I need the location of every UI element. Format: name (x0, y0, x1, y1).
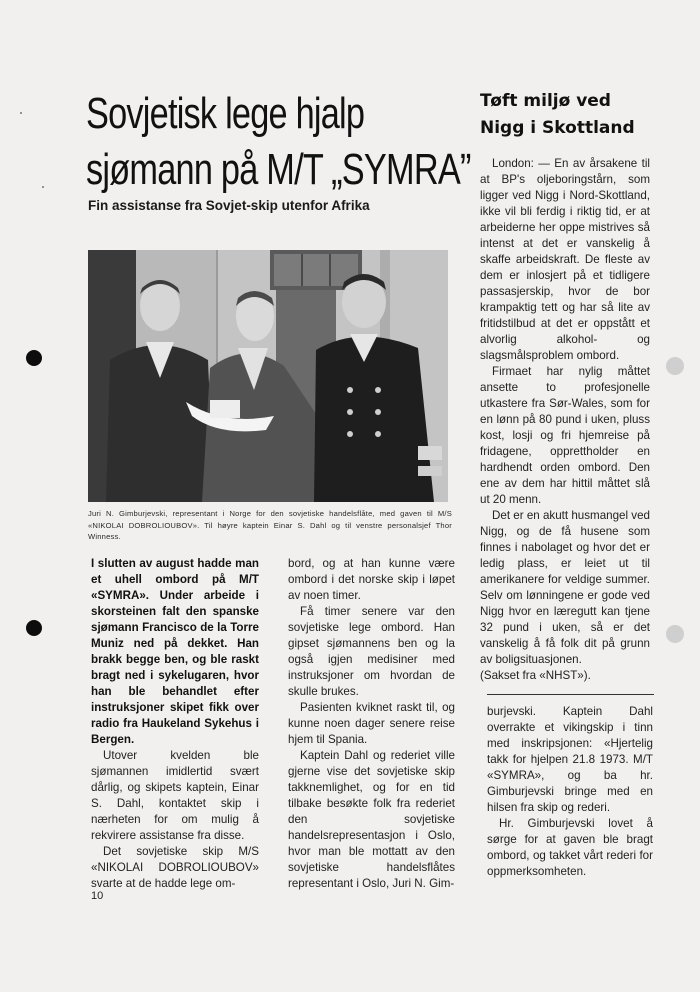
binder-hole-shadow (666, 357, 684, 375)
article-paragraph: Hr. Gimburjevski lovet å sørge for at gaven ble bragt ombord, og takket vårt rederi for oppmerksomheten. (487, 817, 653, 878)
article-paragraph: Kaptein Dahl og rederiet ville gjerne vise det sovjetiske skip takknemlighet, og for en tid tilbake besøkte folk fra rederiet den sovjetiske handelsrepresentasjon i Oslo, hvor man ble mottatt av den sovjetiske handelsflåtes representant i Oslo, Juri N. Gim- (288, 749, 455, 890)
article-lead-paragraph: I slutten av august hadde man et uhell ombord på M/T «SYMRA». Under arbeide i skorsteinen falt den spanske sjømann Francisco de la Torre Muniz ned på dekket. Han brakk begge ben, og ble raskt bragt ned i sykelugaren, hvor han ble behandlet efter instruksjoner skipet fikk over radio fra Haukeland Sykehus i Bergen. (91, 557, 259, 746)
photo-caption: Juri N. Gimburjevski, representant i Norge for den sovjetiske handelsflåte, med gaven til M/S «NIKOLAI DOBROLIOUBOV». Til høyre kaptein Einar S. Dahl og til venstre personalsjef Thor Winness. (88, 509, 452, 541)
sidebar-paragraph: Det er en akutt husmangel ved Nigg, og de få husene som finnes i nabolaget og hvor det er ledig plass, er leiet ut til amerikanere for veldige summer. Selv om lønningene er gode ved Nigg hvor en læregutt kan tjene 32 pund i uken, så er det vanskelig å få folk dit på grunn av boligsituasjonen. (480, 509, 650, 666)
article-paragraph: Utover kvelden ble sjømannen imidlertid svært dårlig, og skipets kaptein, Einar S. Dahl, kontaktet skip i nærheten for om mulig å rekvirere assistanse fra disse. (91, 749, 259, 842)
dust-speck (42, 186, 44, 188)
article-paragraph: burjevski. Kaptein Dahl overrakte et vikingskip i tinn med inskripsjonen: «Hjertelig takk for hjelpen 21.8 1973. M/T «SYMRA», og ba hr. Gimburjevski bringe med en hilsen fra skip og rederi. (487, 705, 653, 814)
article-paragraph: Det sovjetiske skip M/S «NIKOLAI DOBROLIOUBOV» svarte at de hadde lege om- (91, 845, 259, 890)
headline-line: sjømann på M/T „SYMRA” (86, 145, 471, 194)
article-column-2 (288, 556, 455, 892)
sidebar-title-line: Nigg i Skottland (480, 118, 635, 138)
article-subheadline: Fin assistanse fra Sovjet-skip utenfor Afrika (88, 198, 370, 213)
article-column-1 (91, 556, 259, 892)
article-headline (86, 86, 471, 198)
article-paragraph: Få timer senere var den sovjetiske lege ombord. Han gipset sjømannens ben og la også igjen medisiner med instruksjoner om hvordan de skulle brukes. (288, 605, 455, 698)
sidebar-title (480, 88, 680, 142)
article-photo (88, 250, 448, 502)
article-column-3 (487, 704, 653, 880)
binder-hole (26, 620, 42, 636)
page-number: 10 (91, 890, 104, 902)
binder-hole-shadow (666, 625, 684, 643)
column-divider-rule (487, 694, 654, 695)
sidebar-paragraph: Firmaet har nylig måttet ansette to profesjonelle utkastere fra Sør-Wales, som for en lønn på 80 pund i uken, pluss kost, losji og fri hjemreise på fridagene, opprettholder en hardhendt orden ombord. Den ene av dem har hittil måttet slå ut 20 menn. (480, 365, 650, 506)
sidebar-source: (Sakset fra «NHST»). (480, 669, 591, 682)
binder-hole (26, 350, 42, 366)
sidebar-title-line: Tøft miljø ved (480, 91, 611, 111)
dust-speck (20, 112, 22, 114)
sidebar-paragraph: London: — En av årsakene til at BP's oljeboringstårn, som ligger ved Nigg i Nord-Skottland, ikke vil bli ferdig i riktig tid, er at arbeiderne her oppe mistrives så intenst at det er vanskelig å skaffe arbeidskraft. De fleste av dem er inlosjert på et tidligere passasjerskip, hvor de bor krampaktig tett og har så lite av fritidstilbud at det er oppstått et alvorlig alkohol- og slagsmålsproblem ombord. (480, 157, 650, 362)
article-paragraph: bord, og at han kunne være ombord i det norske skip i løpet av noen timer. (288, 557, 455, 602)
article-paragraph: Pasienten kviknet raskt til, og kunne noen dager senere reise hjem til Spania. (288, 701, 455, 746)
headline-line: Sovjetisk lege hjalp (86, 89, 365, 138)
photo-three-men-with-ship-model (88, 250, 448, 502)
sidebar-body (480, 156, 650, 684)
